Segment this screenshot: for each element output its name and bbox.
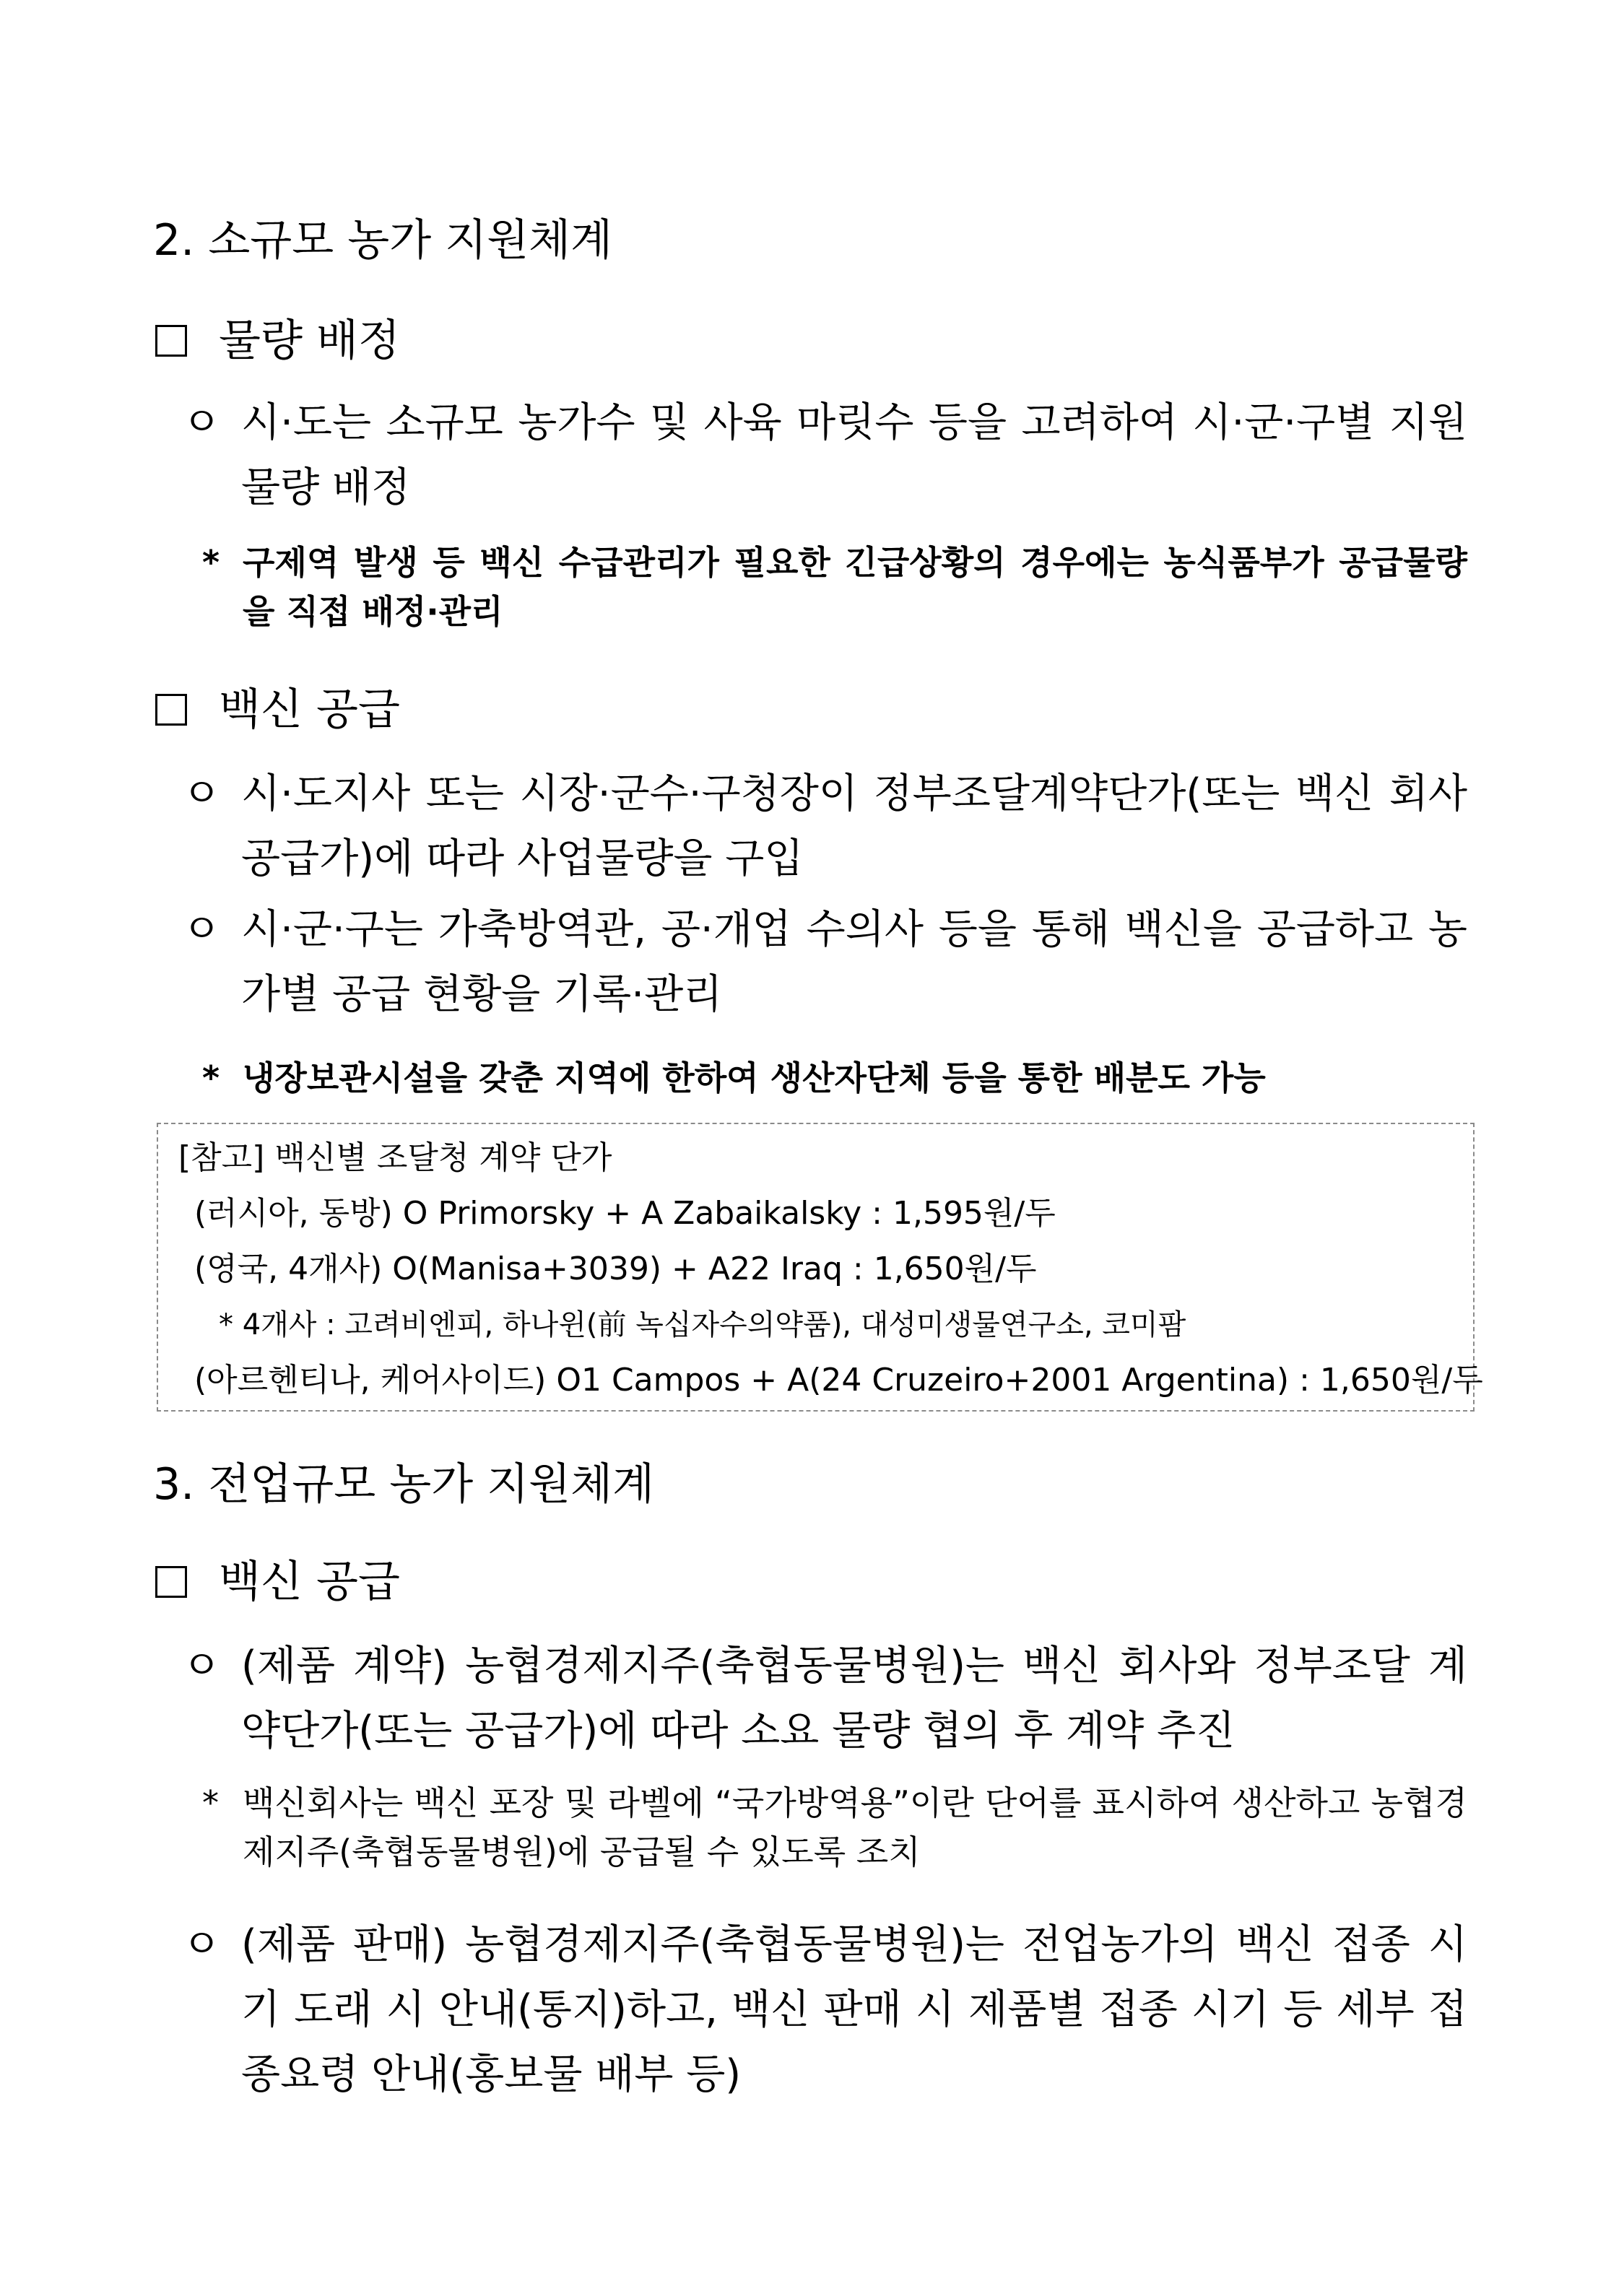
list-item-text: (제품 판매) 농협경제지주(축협동물병원)는 전업농가의 백신 접종 시기 도래 시 안내(통지)하고, 백신 판매 시 제품별 접종 시기 등 세부 접종요령 안내(홍보물 배부 등) xyxy=(241,1921,1467,2098)
list-item xyxy=(182,762,1467,892)
checkbox-square-icon xyxy=(155,325,187,357)
circle-bullet-icon: ㅇ xyxy=(182,1643,222,1690)
footnote xyxy=(202,538,1467,636)
subsection-allocation xyxy=(155,312,400,370)
circle-bullet-icon: ㅇ xyxy=(182,1921,222,1968)
asterisk-bullet-icon: * xyxy=(202,543,220,582)
reference-line: (아르헨티나, 케어사이드) O1 Campos + A(24 Cruzeiro+2001 Argentina) : 1,650원/두 xyxy=(194,1362,1483,1399)
footnote-text: 구제역 발생 등 백신 수급관리가 필요한 긴급상황의 경우에는 농식품부가 공급물량을 직접 배정·관리 xyxy=(243,543,1467,631)
list-item-text: 시·군·구는 가축방역관, 공·개업 수의사 등을 통해 백신을 공급하고 농가별 공급 현황을 기록·관리 xyxy=(241,906,1467,1018)
footnote-text: 백신회사는 백신 포장 및 라벨에 “국가방역용”이란 단어를 표시하여 생산하고 농협경제지주(축협동물병원)에 공급될 수 있도록 조치 xyxy=(243,1783,1467,1871)
list-item xyxy=(182,1913,1467,2108)
list-item-text: 시·도는 소규모 농가수 및 사육 마릿수 등을 고려하여 시·군·구별 지원물량 배정 xyxy=(241,399,1467,511)
list-item-text: 시·도지사 또는 시장·군수·구청장이 정부조달계약단가(또는 백신 회사 공급가)에 따라 사업물량을 구입 xyxy=(241,770,1467,882)
list-item xyxy=(182,897,1467,1027)
reference-line: (영국, 4개사) O(Manisa+3039) + A22 Iraq : 1,650원/두 xyxy=(194,1251,1037,1287)
asterisk-bullet-icon: * xyxy=(202,1058,220,1097)
circle-bullet-icon: ㅇ xyxy=(182,770,222,817)
footnote xyxy=(202,1778,1467,1877)
reference-line: (러시아, 동방) O Primorsky + A Zabaikalsky : 1,595원/두 xyxy=(194,1195,1056,1232)
asterisk-bullet-icon: * xyxy=(202,1783,219,1822)
footnote-text: 냉장보관시설을 갖춘 지역에 한하여 생산자단체 등을 통한 배분도 가능 xyxy=(243,1058,1266,1097)
checkbox-square-icon xyxy=(155,694,187,726)
circle-bullet-icon: ㅇ xyxy=(182,906,222,953)
section-3-heading: 3. 전업규모 농가 지원체계 xyxy=(153,1459,655,1510)
list-item-text: (제품 계약) 농협경제지주(축협동물병원)는 백신 회사와 정부조달 계약단가(또는 공급가)에 따라 소요 물량 협의 후 계약 추진 xyxy=(241,1643,1467,1754)
circle-bullet-icon: ㅇ xyxy=(182,399,222,446)
subsection-title: 물량 배정 xyxy=(219,316,400,366)
list-item xyxy=(182,391,1467,521)
subsection-vaccine-supply xyxy=(155,1553,400,1611)
list-item xyxy=(182,1634,1467,1764)
reference-box xyxy=(157,1123,1483,1412)
subsection-vaccine-supply xyxy=(155,681,400,739)
subsection-title: 백신 공급 xyxy=(219,684,400,735)
reference-line: * 4개사 : 고려비엔피, 하나윈(前 녹십자수의약품), 대성미생물연구소, 코미팜 xyxy=(219,1308,1186,1341)
subsection-title: 백신 공급 xyxy=(219,1557,400,1607)
section-2-heading: 2. 소규모 농가 지원체계 xyxy=(153,215,613,266)
footnote xyxy=(202,1053,1467,1103)
checkbox-square-icon xyxy=(155,1566,187,1598)
reference-title: [참고] 백신별 조달청 계약 단가 xyxy=(178,1139,612,1176)
